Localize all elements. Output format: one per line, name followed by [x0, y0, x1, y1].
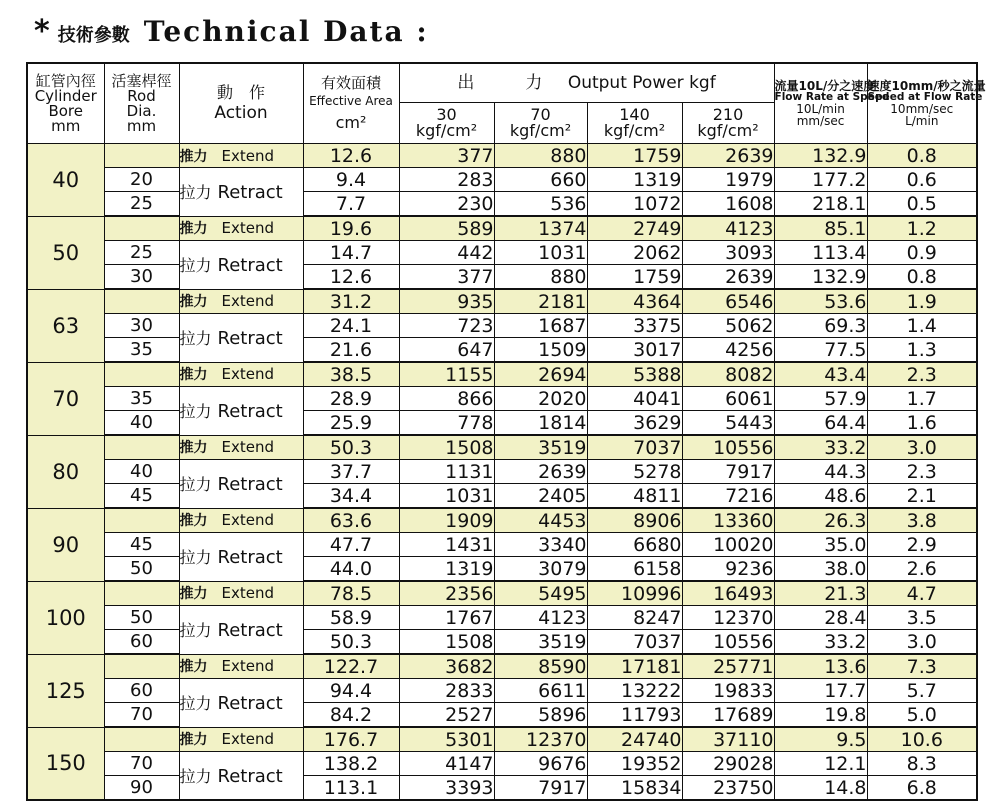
- value-p30: 1909: [399, 508, 494, 533]
- value-p210: 13360: [682, 508, 774, 533]
- title-english: Technical Data :: [143, 15, 429, 48]
- value-p210: 6546: [682, 289, 774, 314]
- value-p140: 6158: [587, 557, 682, 582]
- technical-data-table: [26, 62, 986, 801]
- value-p30: 1131: [399, 460, 494, 484]
- value-p70: 2694: [494, 362, 587, 387]
- value-p210: 4256: [682, 338, 774, 363]
- value-area: 176.7: [303, 727, 399, 752]
- value-flow: 113.4: [774, 241, 867, 265]
- value-p140: 2749: [587, 216, 682, 241]
- value-p140: 3017: [587, 338, 682, 363]
- value-speed: 1.3: [867, 338, 977, 363]
- value-p70: 2639: [494, 460, 587, 484]
- value-area: 7.7: [303, 192, 399, 217]
- value-p140: 3375: [587, 314, 682, 338]
- table-body: [27, 144, 977, 801]
- table-row: [27, 557, 977, 582]
- action-retract: 拉力 Retract: [179, 387, 303, 436]
- value-speed: 2.3: [867, 362, 977, 387]
- value-speed: 1.4: [867, 314, 977, 338]
- rod-cell: 25: [104, 192, 179, 217]
- bore-cell: 150: [27, 727, 104, 800]
- value-p70: 3340: [494, 533, 587, 557]
- rod-cell: 70: [104, 752, 179, 776]
- header-speed: 速度10mm/秒之流量 Speed at Flow Rate 10mm/sec L/min: [867, 63, 977, 144]
- value-flow: 69.3: [774, 314, 867, 338]
- value-p210: 1608: [682, 192, 774, 217]
- value-flow: 218.1: [774, 192, 867, 217]
- title-chinese: 技術參數: [57, 25, 130, 46]
- value-flow: 13.6: [774, 654, 867, 679]
- value-p210: 10556: [682, 630, 774, 655]
- table-row: [27, 216, 977, 241]
- value-p140: 8247: [587, 606, 682, 630]
- rod-cell: 25: [104, 241, 179, 265]
- asterisk-icon: *: [34, 14, 50, 49]
- value-area: 78.5: [303, 581, 399, 606]
- header-bore: 缸管內徑 Cylinder Bore mm: [27, 63, 104, 144]
- value-speed: 3.8: [867, 508, 977, 533]
- rod-cell: [104, 508, 179, 533]
- rod-cell: [104, 727, 179, 752]
- page-title: [34, 14, 429, 54]
- bore-cell: 125: [27, 654, 104, 727]
- value-flow: 28.4: [774, 606, 867, 630]
- action-extend: 推力 Extend: [179, 435, 303, 460]
- table-row: [27, 776, 977, 801]
- value-area: 25.9: [303, 411, 399, 436]
- table-row: [27, 241, 977, 265]
- value-speed: 0.6: [867, 168, 977, 192]
- value-flow: 85.1: [774, 216, 867, 241]
- value-p30: 1508: [399, 630, 494, 655]
- value-p140: 5388: [587, 362, 682, 387]
- value-speed: 5.0: [867, 703, 977, 728]
- value-area: 37.7: [303, 460, 399, 484]
- value-p140: 1319: [587, 168, 682, 192]
- value-p210: 5443: [682, 411, 774, 436]
- header-pressure-210: 210 kgf/cm²: [682, 103, 774, 144]
- rod-cell: 40: [104, 460, 179, 484]
- rod-cell: 30: [104, 265, 179, 290]
- value-p30: 3682: [399, 654, 494, 679]
- table-row: [27, 411, 977, 436]
- value-area: 58.9: [303, 606, 399, 630]
- action-extend: 推力 Extend: [179, 727, 303, 752]
- value-speed: 3.0: [867, 435, 977, 460]
- header-action: 動 作 Action: [179, 63, 303, 144]
- table-row: [27, 533, 977, 557]
- value-p30: 230: [399, 192, 494, 217]
- value-p140: 1759: [587, 144, 682, 168]
- value-speed: 10.6: [867, 727, 977, 752]
- value-p140: 11793: [587, 703, 682, 728]
- value-p30: 283: [399, 168, 494, 192]
- value-flow: 26.3: [774, 508, 867, 533]
- value-flow: 132.9: [774, 265, 867, 290]
- value-flow: 77.5: [774, 338, 867, 363]
- value-p30: 3393: [399, 776, 494, 801]
- table-row: [27, 630, 977, 655]
- rod-cell: [104, 654, 179, 679]
- bore-cell: 80: [27, 435, 104, 508]
- value-p30: 5301: [399, 727, 494, 752]
- value-p70: 1814: [494, 411, 587, 436]
- value-p30: 4147: [399, 752, 494, 776]
- header-pressure-70: 70 kgf/cm²: [494, 103, 587, 144]
- value-flow: 38.0: [774, 557, 867, 582]
- action-extend: 推力 Extend: [179, 144, 303, 168]
- rod-cell: 35: [104, 387, 179, 411]
- value-speed: 8.3: [867, 752, 977, 776]
- action-extend: 推力 Extend: [179, 216, 303, 241]
- table-row: [27, 338, 977, 363]
- value-p210: 10020: [682, 533, 774, 557]
- action-retract: 拉力 Retract: [179, 314, 303, 363]
- table-row: [27, 265, 977, 290]
- value-p210: 17689: [682, 703, 774, 728]
- value-p70: 1031: [494, 241, 587, 265]
- value-p140: 6680: [587, 533, 682, 557]
- value-flow: 21.3: [774, 581, 867, 606]
- rod-cell: [104, 581, 179, 606]
- value-p70: 660: [494, 168, 587, 192]
- rod-cell: 30: [104, 314, 179, 338]
- value-area: 31.2: [303, 289, 399, 314]
- value-speed: 1.2: [867, 216, 977, 241]
- value-p30: 2356: [399, 581, 494, 606]
- table-row: [27, 508, 977, 533]
- value-area: 19.6: [303, 216, 399, 241]
- rod-cell: 70: [104, 703, 179, 728]
- value-speed: 3.5: [867, 606, 977, 630]
- value-speed: 4.7: [867, 581, 977, 606]
- value-p30: 442: [399, 241, 494, 265]
- value-speed: 0.5: [867, 192, 977, 217]
- action-extend: 推力 Extend: [179, 362, 303, 387]
- value-flow: 57.9: [774, 387, 867, 411]
- header-pressure-30: 30 kgf/cm²: [399, 103, 494, 144]
- value-area: 122.7: [303, 654, 399, 679]
- value-p140: 15834: [587, 776, 682, 801]
- value-p70: 1374: [494, 216, 587, 241]
- value-area: 14.7: [303, 241, 399, 265]
- value-area: 12.6: [303, 265, 399, 290]
- table-row: [27, 192, 977, 217]
- value-area: 21.6: [303, 338, 399, 363]
- value-p70: 4123: [494, 606, 587, 630]
- bore-cell: 90: [27, 508, 104, 581]
- bore-cell: 100: [27, 581, 104, 654]
- value-p30: 1155: [399, 362, 494, 387]
- action-extend: 推力 Extend: [179, 289, 303, 314]
- value-p210: 7917: [682, 460, 774, 484]
- value-p70: 3519: [494, 435, 587, 460]
- value-p70: 12370: [494, 727, 587, 752]
- value-flow: 33.2: [774, 630, 867, 655]
- action-retract: 拉力 Retract: [179, 533, 303, 582]
- table-row: [27, 727, 977, 752]
- header-rod: 活塞桿徑 Rod Dia. mm: [104, 63, 179, 144]
- table-row: [27, 314, 977, 338]
- value-flow: 44.3: [774, 460, 867, 484]
- header-flow-rate: 流量10L/分之速度 Flow Rate at Speed 10L/min mm/sec: [774, 63, 867, 144]
- value-p210: 19833: [682, 679, 774, 703]
- value-flow: 35.0: [774, 533, 867, 557]
- action-retract: 拉力 Retract: [179, 168, 303, 217]
- value-p30: 935: [399, 289, 494, 314]
- value-p210: 25771: [682, 654, 774, 679]
- value-flow: 12.1: [774, 752, 867, 776]
- rod-cell: 40: [104, 411, 179, 436]
- value-p140: 4364: [587, 289, 682, 314]
- value-p70: 3519: [494, 630, 587, 655]
- value-speed: 7.3: [867, 654, 977, 679]
- value-p30: 377: [399, 144, 494, 168]
- value-p140: 5278: [587, 460, 682, 484]
- value-p140: 7037: [587, 630, 682, 655]
- value-p140: 4041: [587, 387, 682, 411]
- value-flow: 53.6: [774, 289, 867, 314]
- value-p30: 647: [399, 338, 494, 363]
- value-p210: 2639: [682, 265, 774, 290]
- value-p140: 3629: [587, 411, 682, 436]
- value-flow: 33.2: [774, 435, 867, 460]
- value-p70: 2405: [494, 484, 587, 509]
- rod-cell: [104, 289, 179, 314]
- rod-cell: [104, 362, 179, 387]
- value-p210: 8082: [682, 362, 774, 387]
- value-speed: 0.9: [867, 241, 977, 265]
- value-area: 9.4: [303, 168, 399, 192]
- rod-cell: 45: [104, 484, 179, 509]
- header-output-power: 出 力 Output Power kgf: [399, 63, 774, 103]
- value-area: 24.1: [303, 314, 399, 338]
- value-area: 50.3: [303, 435, 399, 460]
- action-retract: 拉力 Retract: [179, 241, 303, 290]
- value-flow: 132.9: [774, 144, 867, 168]
- value-p210: 37110: [682, 727, 774, 752]
- value-p140: 13222: [587, 679, 682, 703]
- value-area: 138.2: [303, 752, 399, 776]
- value-flow: 14.8: [774, 776, 867, 801]
- value-p210: 4123: [682, 216, 774, 241]
- value-area: 47.7: [303, 533, 399, 557]
- value-flow: 19.8: [774, 703, 867, 728]
- table-row: [27, 435, 977, 460]
- bore-cell: 63: [27, 289, 104, 362]
- value-area: 63.6: [303, 508, 399, 533]
- value-area: 44.0: [303, 557, 399, 582]
- value-flow: 17.7: [774, 679, 867, 703]
- value-speed: 3.0: [867, 630, 977, 655]
- rod-cell: 50: [104, 557, 179, 582]
- value-p140: 19352: [587, 752, 682, 776]
- value-p30: 2527: [399, 703, 494, 728]
- value-p140: 1759: [587, 265, 682, 290]
- value-area: 34.4: [303, 484, 399, 509]
- value-p210: 1979: [682, 168, 774, 192]
- action-extend: 推力 Extend: [179, 581, 303, 606]
- value-p210: 29028: [682, 752, 774, 776]
- value-speed: 1.6: [867, 411, 977, 436]
- rod-cell: 90: [104, 776, 179, 801]
- value-p70: 7917: [494, 776, 587, 801]
- value-area: 94.4: [303, 679, 399, 703]
- table-row: [27, 703, 977, 728]
- value-p70: 2181: [494, 289, 587, 314]
- header-pressure-140: 140 kgf/cm²: [587, 103, 682, 144]
- rod-cell: 50: [104, 606, 179, 630]
- value-p140: 1072: [587, 192, 682, 217]
- value-p140: 24740: [587, 727, 682, 752]
- rod-cell: 35: [104, 338, 179, 363]
- value-p70: 5896: [494, 703, 587, 728]
- value-area: 113.1: [303, 776, 399, 801]
- value-p30: 2833: [399, 679, 494, 703]
- value-p210: 3093: [682, 241, 774, 265]
- value-area: 28.9: [303, 387, 399, 411]
- table-row: [27, 168, 977, 192]
- value-p70: 3079: [494, 557, 587, 582]
- action-extend: 推力 Extend: [179, 654, 303, 679]
- value-p70: 9676: [494, 752, 587, 776]
- rod-cell: 45: [104, 533, 179, 557]
- value-p210: 10556: [682, 435, 774, 460]
- value-area: 38.5: [303, 362, 399, 387]
- table-row: [27, 460, 977, 484]
- table-row: [27, 606, 977, 630]
- value-p210: 16493: [682, 581, 774, 606]
- value-p30: 866: [399, 387, 494, 411]
- value-p140: 17181: [587, 654, 682, 679]
- table-row: [27, 362, 977, 387]
- action-retract: 拉力 Retract: [179, 460, 303, 509]
- value-p70: 5495: [494, 581, 587, 606]
- value-p30: 1431: [399, 533, 494, 557]
- value-p140: 10996: [587, 581, 682, 606]
- value-speed: 2.9: [867, 533, 977, 557]
- value-flow: 64.4: [774, 411, 867, 436]
- value-area: 12.6: [303, 144, 399, 168]
- value-p30: 1767: [399, 606, 494, 630]
- value-p70: 4453: [494, 508, 587, 533]
- value-speed: 1.9: [867, 289, 977, 314]
- bore-cell: 40: [27, 144, 104, 217]
- table-row: [27, 752, 977, 776]
- table-row: [27, 581, 977, 606]
- rod-cell: 60: [104, 679, 179, 703]
- value-p210: 7216: [682, 484, 774, 509]
- value-p70: 880: [494, 265, 587, 290]
- value-p30: 589: [399, 216, 494, 241]
- value-speed: 0.8: [867, 144, 977, 168]
- table-header: [27, 63, 986, 144]
- bore-cell: 50: [27, 216, 104, 289]
- value-p140: 4811: [587, 484, 682, 509]
- value-p30: 1319: [399, 557, 494, 582]
- value-p30: 1031: [399, 484, 494, 509]
- table-row: [27, 484, 977, 509]
- table-row: [27, 679, 977, 703]
- value-speed: 1.7: [867, 387, 977, 411]
- value-p140: 2062: [587, 241, 682, 265]
- bore-cell: 70: [27, 362, 104, 435]
- value-area: 50.3: [303, 630, 399, 655]
- action-retract: 拉力 Retract: [179, 679, 303, 728]
- value-flow: 177.2: [774, 168, 867, 192]
- value-p70: 6611: [494, 679, 587, 703]
- value-area: 84.2: [303, 703, 399, 728]
- value-p30: 778: [399, 411, 494, 436]
- value-p210: 12370: [682, 606, 774, 630]
- value-p70: 1509: [494, 338, 587, 363]
- value-speed: 0.8: [867, 265, 977, 290]
- value-p30: 377: [399, 265, 494, 290]
- table-row: [27, 387, 977, 411]
- value-p70: 8590: [494, 654, 587, 679]
- value-p30: 1508: [399, 435, 494, 460]
- value-p70: 1687: [494, 314, 587, 338]
- table-row: [27, 289, 977, 314]
- action-extend: 推力 Extend: [179, 508, 303, 533]
- value-flow: 43.4: [774, 362, 867, 387]
- value-flow: 9.5: [774, 727, 867, 752]
- value-p30: 723: [399, 314, 494, 338]
- value-p210: 9236: [682, 557, 774, 582]
- value-p70: 880: [494, 144, 587, 168]
- value-p210: 6061: [682, 387, 774, 411]
- value-speed: 5.7: [867, 679, 977, 703]
- table-row: [27, 654, 977, 679]
- rod-cell: [104, 435, 179, 460]
- rod-cell: 60: [104, 630, 179, 655]
- table-row: [27, 144, 977, 168]
- value-p210: 2639: [682, 144, 774, 168]
- rod-cell: 20: [104, 168, 179, 192]
- value-p210: 5062: [682, 314, 774, 338]
- value-p140: 7037: [587, 435, 682, 460]
- header-effective-area: 有效面積 Effective Area cm²: [303, 63, 399, 144]
- value-p70: 536: [494, 192, 587, 217]
- action-retract: 拉力 Retract: [179, 606, 303, 655]
- value-p140: 8906: [587, 508, 682, 533]
- rod-cell: [104, 216, 179, 241]
- action-retract: 拉力 Retract: [179, 752, 303, 801]
- value-p210: 23750: [682, 776, 774, 801]
- value-speed: 2.1: [867, 484, 977, 509]
- rod-cell: [104, 144, 179, 168]
- value-flow: 48.6: [774, 484, 867, 509]
- value-speed: 2.3: [867, 460, 977, 484]
- value-p70: 2020: [494, 387, 587, 411]
- value-speed: 2.6: [867, 557, 977, 582]
- value-speed: 6.8: [867, 776, 977, 801]
